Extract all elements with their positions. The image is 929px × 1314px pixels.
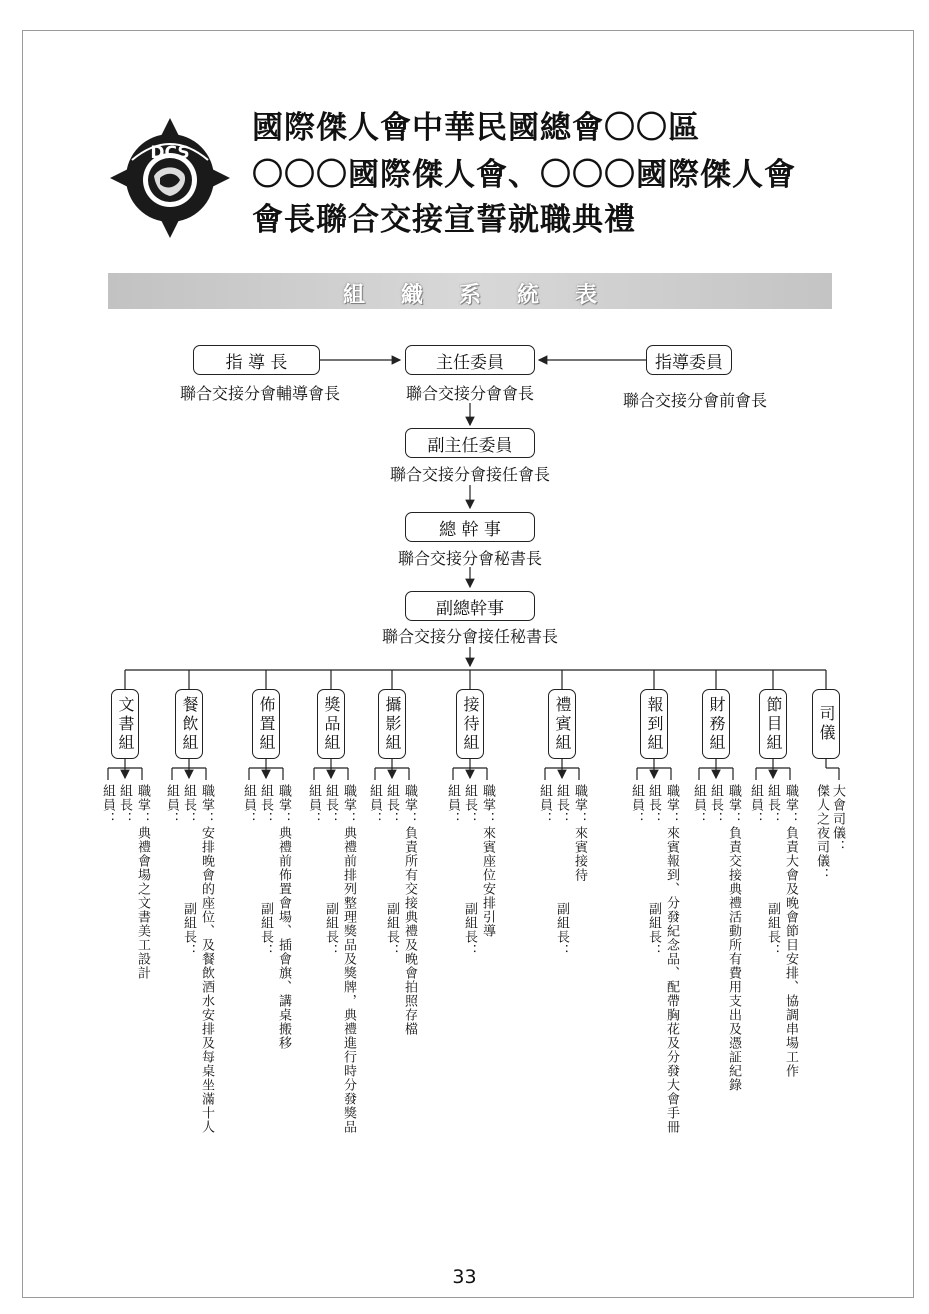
group-registration-deputy: 副組長： — [646, 902, 661, 958]
secretary-general-box: 總 幹 事 — [405, 512, 535, 542]
group-protocol-member: 組員： — [537, 784, 552, 826]
group-program-box: 節目組 — [759, 689, 787, 759]
group-documents-box: 文書組 — [111, 689, 139, 759]
group-finance-member: 組員： — [691, 784, 706, 826]
group-registration-leader: 組長： — [646, 784, 661, 826]
chair-box: 主任委員 — [405, 345, 535, 375]
group-reception-duty: 職掌：來賓座位安排引導 — [480, 784, 495, 938]
group-program-deputy: 副組長： — [765, 902, 780, 958]
advisor-box: 指 導 長 — [193, 345, 320, 375]
logo-text: DCS — [150, 143, 190, 163]
group-prizes-leader: 組長： — [323, 784, 338, 826]
group-catering-duty: 職掌：安排晚會的座位、及餐飲酒水安排及每桌坐滿十人 — [199, 784, 214, 1134]
group-prizes-deputy: 副組長： — [323, 902, 338, 958]
group-photography-member: 組員： — [367, 784, 382, 826]
group-protocol-leader: 組長： — [554, 784, 569, 826]
title-line-1: 國際傑人會中華民國總會〇〇區 — [252, 110, 700, 146]
group-finance-duty: 職掌：負責交接典禮活動所有費用支出及憑証紀錄 — [726, 784, 741, 1092]
group-decoration-member: 組員： — [241, 784, 256, 826]
group-protocol-duty: 職掌：來賓接待 — [572, 784, 587, 882]
group-reception-leader: 組長： — [462, 784, 477, 826]
group-program-leader: 組長： — [765, 784, 780, 826]
group-photography-deputy: 副組長： — [384, 902, 399, 958]
deputy-secretary-box: 副總幹事 — [405, 591, 535, 621]
group-reception-box: 接待組 — [456, 689, 484, 759]
group-photography-box: 攝影組 — [378, 689, 406, 759]
group-catering-member: 組員： — [164, 784, 179, 826]
group-protocol-box: 禮賓組 — [548, 689, 576, 759]
group-documents-leader: 組長： — [117, 784, 132, 826]
group-decoration-leader: 組長： — [258, 784, 273, 826]
group-photography-duty: 職掌：負責所有交接典禮及晚會拍照存檔 — [402, 784, 417, 1036]
group-reception-deputy: 副組長： — [462, 902, 477, 958]
group-catering-box: 餐飲組 — [175, 689, 203, 759]
group-reception-member: 組員： — [445, 784, 460, 826]
group-finance-box: 財務組 — [702, 689, 730, 759]
group-documents-duty: 職掌：典禮會場之文書美工設計 — [135, 784, 150, 980]
group-registration-box: 報到組 — [640, 689, 668, 759]
group-registration-duty: 職掌：來賓報到、分發紀念品、配帶胸花及分發大會手冊 — [664, 784, 679, 1134]
group-emcee-main: 大會司儀： — [830, 784, 845, 854]
guide-role: 聯合交接分會前會長 — [622, 391, 767, 410]
group-protocol-deputy: 副組長： — [554, 902, 569, 958]
title-line-3: 會長聯合交接宣誓就職典禮 — [252, 202, 636, 238]
group-decoration-box: 佈置組 — [252, 689, 280, 759]
advisor-role: 聯合交接分會輔導會長 — [179, 384, 340, 403]
group-prizes-box: 獎品組 — [317, 689, 345, 759]
group-prizes-member: 組員： — [306, 784, 321, 826]
page-number: 33 — [452, 1266, 477, 1288]
group-emcee-night: 傑人之夜司儀： — [814, 784, 829, 882]
group-decoration-duty: 職掌：典禮前佈置會場、插會旗、講桌搬移 — [276, 784, 291, 1050]
group-prizes-duty: 職掌：典禮前排列整理獎品及獎牌，典禮進行時分發獎品 — [341, 784, 356, 1134]
secretary-general-role: 聯合交接分會秘書長 — [397, 549, 542, 568]
group-catering-leader: 組長： — [181, 784, 196, 826]
group-decoration-deputy: 副組長： — [258, 902, 273, 958]
guide-box: 指導委員 — [646, 345, 732, 375]
title-line-2: 〇〇〇國際傑人會、〇〇〇國際傑人會 — [252, 157, 796, 193]
group-catering-deputy: 副組長： — [181, 902, 196, 958]
group-registration-member: 組員： — [629, 784, 644, 826]
group-finance-leader: 組長： — [708, 784, 723, 826]
group-documents-member: 組員： — [100, 784, 115, 826]
vice-chair-role: 聯合交接分會接任會長 — [389, 465, 550, 484]
group-program-member: 組員： — [748, 784, 763, 826]
chair-role: 聯合交接分會會長 — [405, 384, 534, 403]
group-program-duty: 職掌：負責大會及晚會節目安排、協調串場工作 — [783, 784, 798, 1078]
group-photography-leader: 組長： — [384, 784, 399, 826]
vice-chair-box: 副主任委員 — [405, 428, 535, 458]
banner-title: 組織系統表 — [342, 283, 633, 308]
group-emcee-box: 司儀 — [812, 689, 840, 759]
deputy-secretary-role: 聯合交接分會接任秘書長 — [381, 627, 558, 646]
